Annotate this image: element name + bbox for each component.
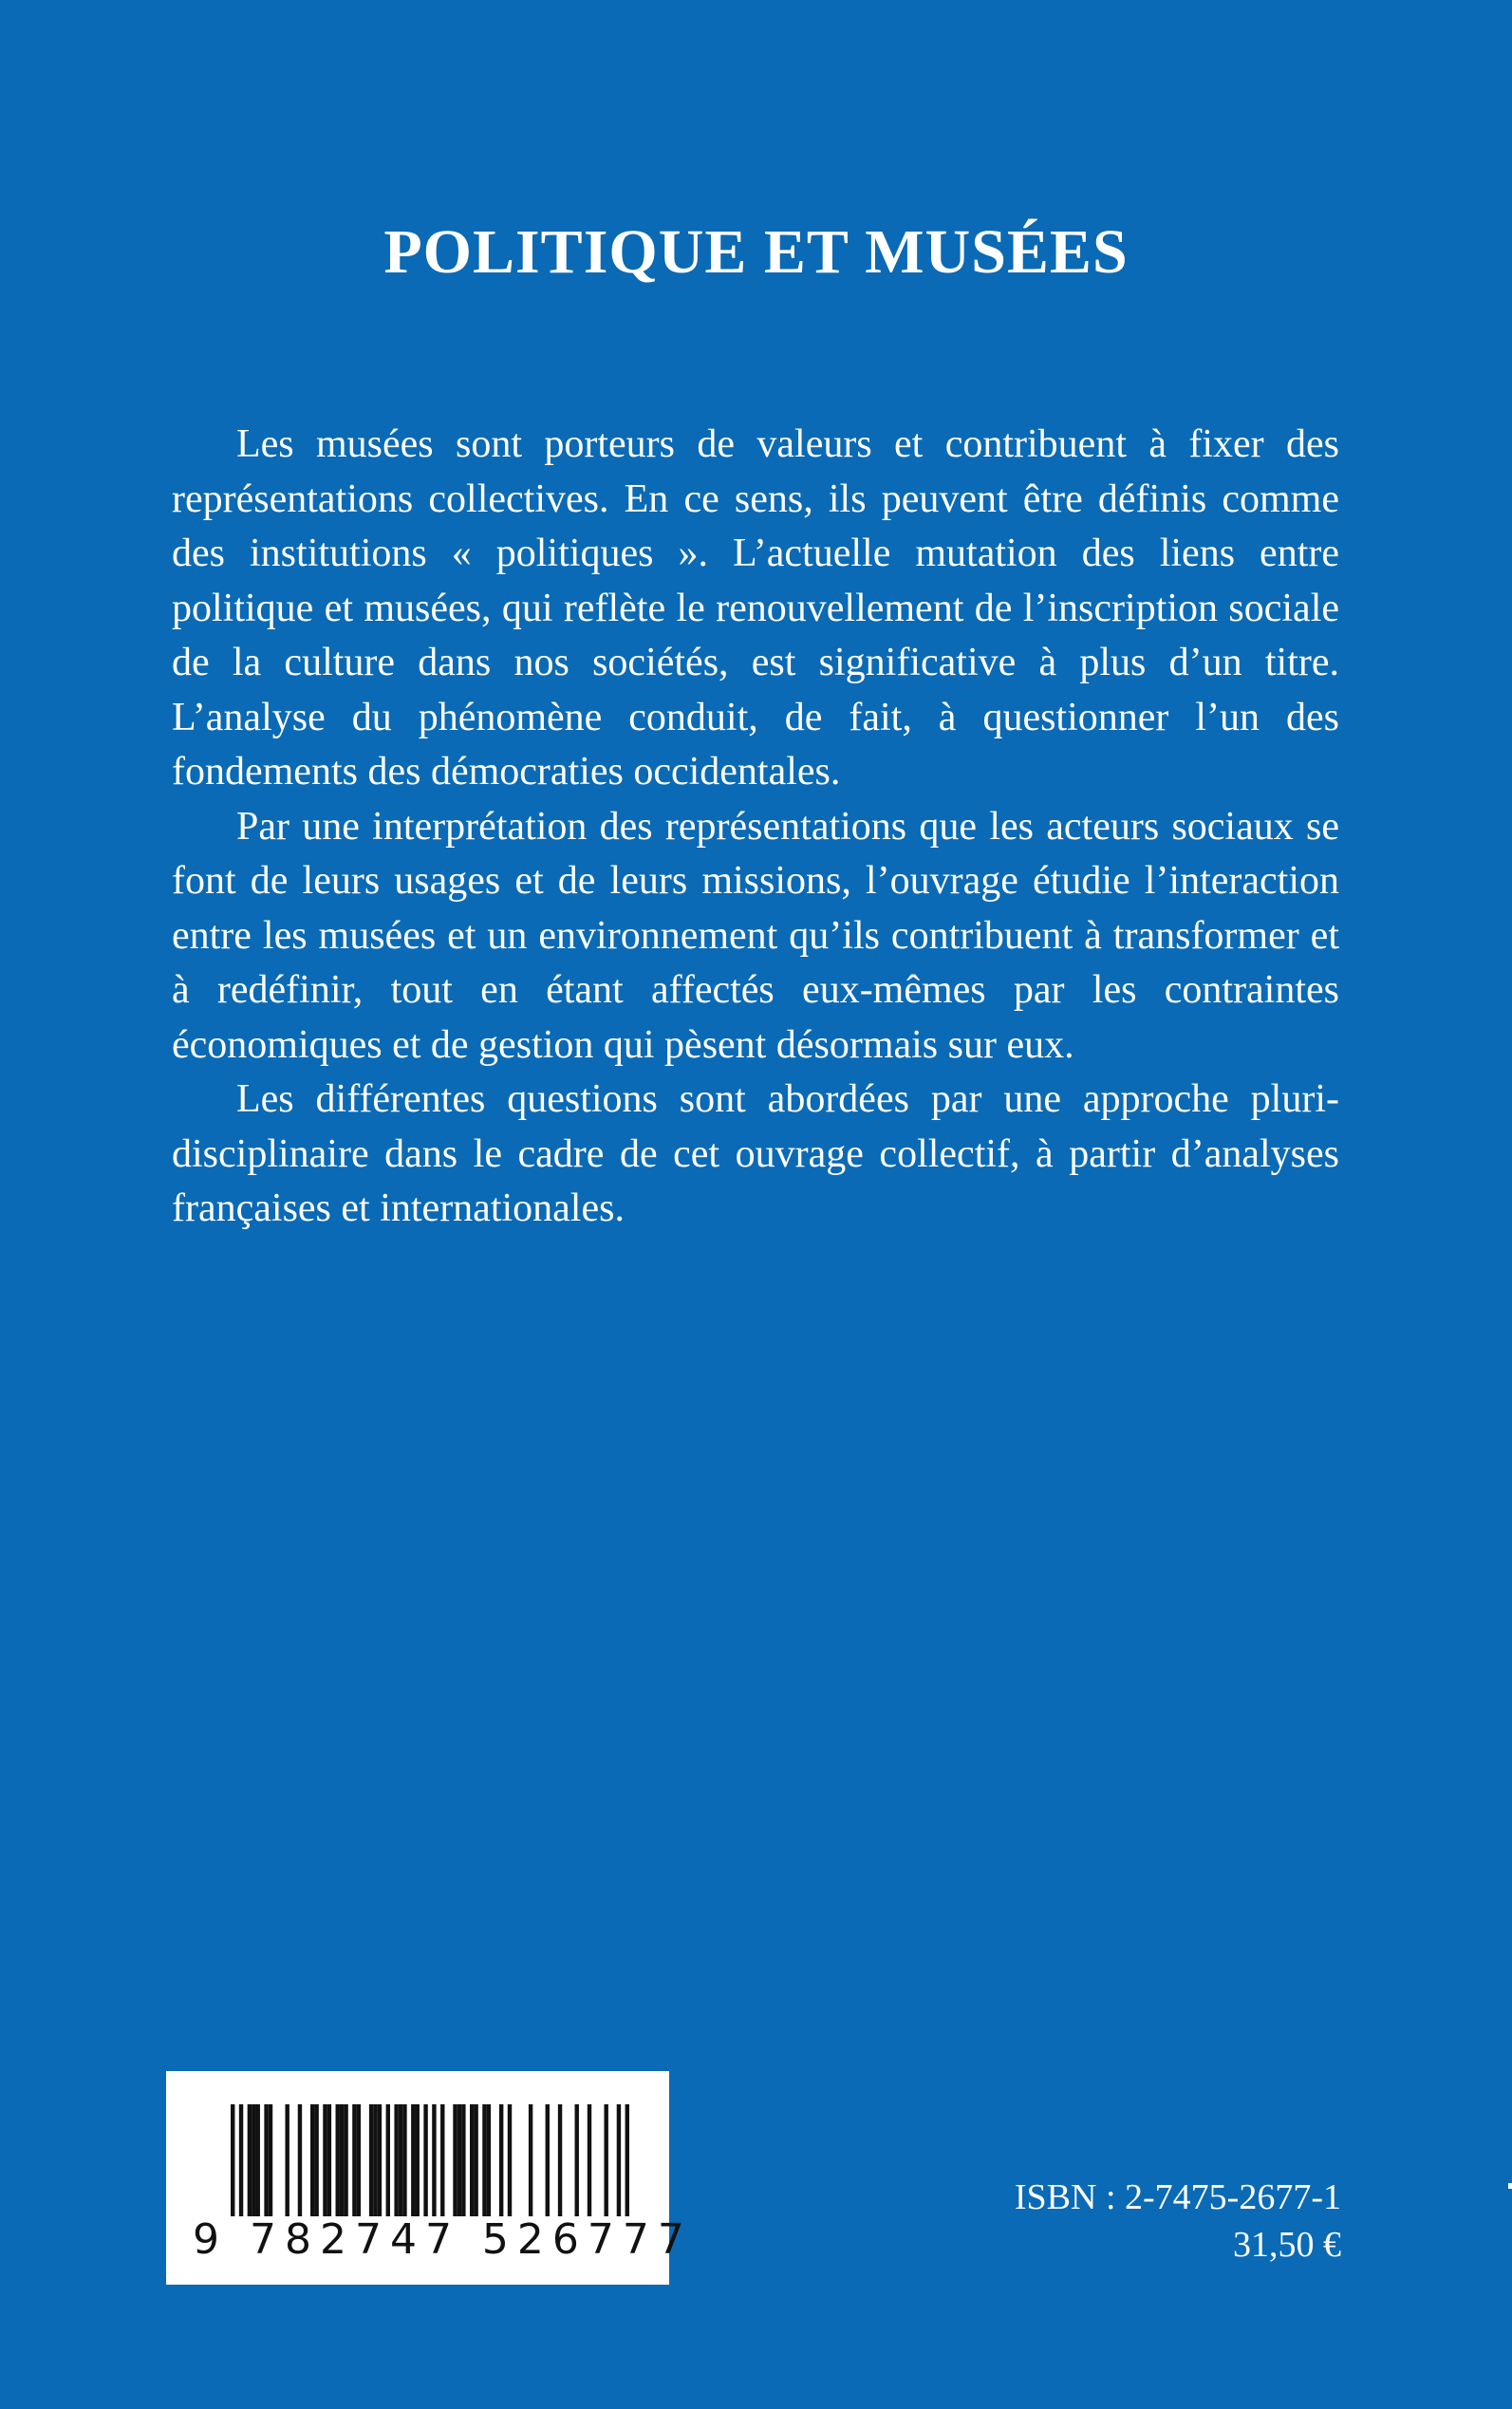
price: 31,50 € [1233,2225,1341,2265]
barcode-bars-icon [231,2104,629,2216]
barcode-number: 9 782747 526777 [193,2215,693,2264]
isbn-number: ISBN : 2-7475-2677-1 [1014,2177,1341,2217]
blurb-paragraph-3: Les différentes questions sont abordées par une approche pluridisciplinaire dans le cadre de cet ouvrage collectif, à partir d’analyses françaises et internationales. [172,1077,1339,1230]
book-title: POLITIQUE ET MUSÉES [383,217,1129,287]
blurb-paragraph-2: Par une interprétation des représentations que les acteurs sociaux se font de leurs usages et de leurs missions, l’ouvrage étudie l’interaction entre les musées et un environnement qu’ils contribuent à transformer et à redéfinir, tout en étant affectés eux-mêmes par les contraintes économiques et de gestion qui pèsent désormais sur eux. [172,804,1339,1067]
isbn-price-block [1015,2174,1341,2269]
back-cover-blurb [172,418,1339,1237]
blurb-paragraph-1: Les musées sont porteurs de valeurs et contribuent à fixer des représentations collectives. En ce sens, ils peuvent être définis comme des institutions « politiques ». L’actuelle mutation des liens entre politique et musées, qui reflète le renouvellement de l’inscription sociale de la culture dans nos sociétés, est significative à plus d’un titre. L’analyse du phénomène conduit, de fait, à questionner l’un des fondements des démocraties occidentales. [172,422,1339,794]
edge-mark [1508,2183,1512,2189]
barcode [166,2071,693,2285]
